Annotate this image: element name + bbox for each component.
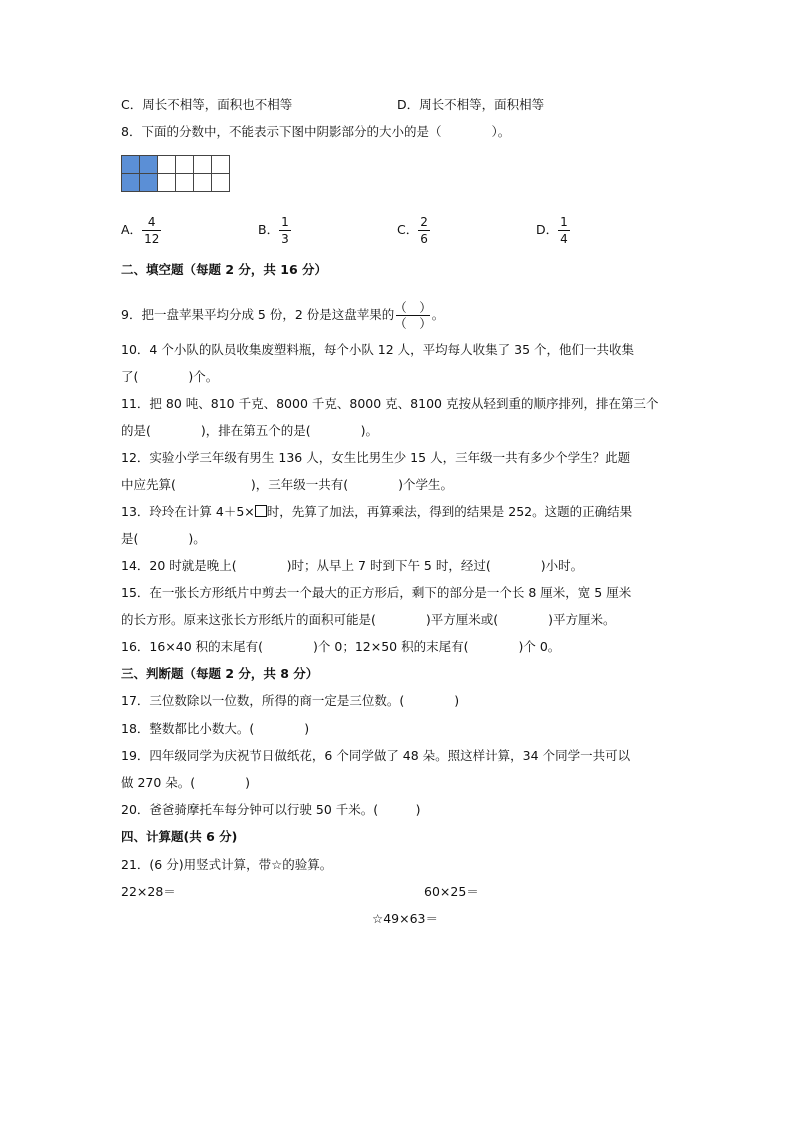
grid-cell-shaded: [122, 156, 140, 174]
grid-cell: [176, 174, 194, 192]
q21-stem: 21．(6 分)用竖式计算，带☆的验算。: [121, 857, 333, 872]
q17: 17．三位数除以一位数，所得的商一定是三位数。( ): [121, 693, 460, 708]
q15-line1: 15．在一张长方形纸片中剪去一个最大的正方形后，剩下的部分是一个长 8 厘米，宽 5 厘米: [121, 585, 632, 600]
q10-line1: 10．4 个小队的队员收集废塑料瓶，每个小队 12 人，平均每人收集了 35 个，他们一共收集: [121, 342, 635, 357]
q8-option-c: C． $\frac{2}{6}$: [397, 215, 428, 246]
q8-option-a: A． $\frac{4}{12}$: [121, 215, 160, 246]
q21-expr-2: 60×25＝: [424, 884, 479, 899]
q8-option-b: B． $\frac{1}{3}$: [258, 215, 289, 246]
q11-line1: 11．把 80 吨、810 千克、8000 千克、8000 克、8100 克按从轻到重的顺序排列，排在第三个: [121, 396, 659, 411]
q19-line1: 19．四年级同学为庆祝节日做纸花，6 个同学做了 48 朵。照这样计算，34 个同学一共可以: [121, 748, 631, 763]
q7-option-d: D．周长不相等，面积相等: [397, 97, 545, 112]
q18: 18．整数都比小数大。( ): [121, 721, 310, 736]
section-4-title: 四、计算题(共 6 分): [121, 829, 238, 844]
section-3-title: 三、判断题（每题 2 分，共 8 分）: [121, 666, 319, 681]
q13-line1: 13．玲玲在计算 4＋5× 时，先算了加法，再算乘法，得到的结果是 252。这题的正确结果: [121, 504, 633, 519]
q9: 9．把一盘苹果平均分成 5 份，2 份是这盘苹果的 （ ） （ ） 。: [121, 300, 445, 331]
q11-line2: 的是( )，排在第五个的是( )。: [121, 423, 379, 438]
q16: 16．16×40 积的末尾有( )个 0；12×50 积的末尾有( )个 0。: [121, 639, 561, 654]
q20: 20．爸爸骑摩托车每分钟可以行驶 50 千米。( ): [121, 802, 421, 817]
section-2-title: 二、填空题（每题 2 分，共 16 分）: [121, 262, 328, 277]
grid-row: [122, 156, 230, 174]
grid-cell: [194, 174, 212, 192]
grid-cell: [212, 174, 230, 192]
grid-cell: [176, 156, 194, 174]
blank-box-icon: [255, 505, 267, 517]
q13-line2: 是( )。: [121, 531, 206, 546]
q8-option-d: D． $\frac{1}{4}$: [536, 215, 568, 246]
q12-line1: 12．实验小学三年级有男生 136 人，女生比男生少 15 人，三年级一共有多少个学生？此题: [121, 450, 631, 465]
grid-cell: [158, 156, 176, 174]
q21-expr-1: 22×28＝: [121, 884, 176, 899]
q8-stem: 8．下面的分数中，不能表示下图中阴影部分的大小的是（ ）。: [121, 124, 511, 139]
grid-cell-shaded: [122, 174, 140, 192]
q15-line2: 的长方形。原来这张长方形纸片的面积可能是( )平方厘米或( )平方厘米。: [121, 612, 616, 627]
q7-option-c: C．周长不相等，面积也不相等: [121, 97, 293, 112]
grid-cell-shaded: [140, 174, 158, 192]
q10-line2: 了( )个。: [121, 369, 219, 384]
q14: 14．20 时就是晚上( )时；从早上 7 时到下午 5 时，经过( )小时。: [121, 558, 584, 573]
grid-cell: [158, 174, 176, 192]
grid-cell: [194, 156, 212, 174]
grid-cell: [212, 156, 230, 174]
grid-cell-shaded: [140, 156, 158, 174]
q19-line2: 做 270 朵。( ): [121, 775, 251, 790]
q8-shaded-grid: [121, 155, 230, 192]
grid-row: [122, 174, 230, 192]
q21-expr-3: ☆49×63＝: [372, 911, 438, 926]
q12-line2: 中应先算( )，三年级一共有( )个学生。: [121, 477, 454, 492]
